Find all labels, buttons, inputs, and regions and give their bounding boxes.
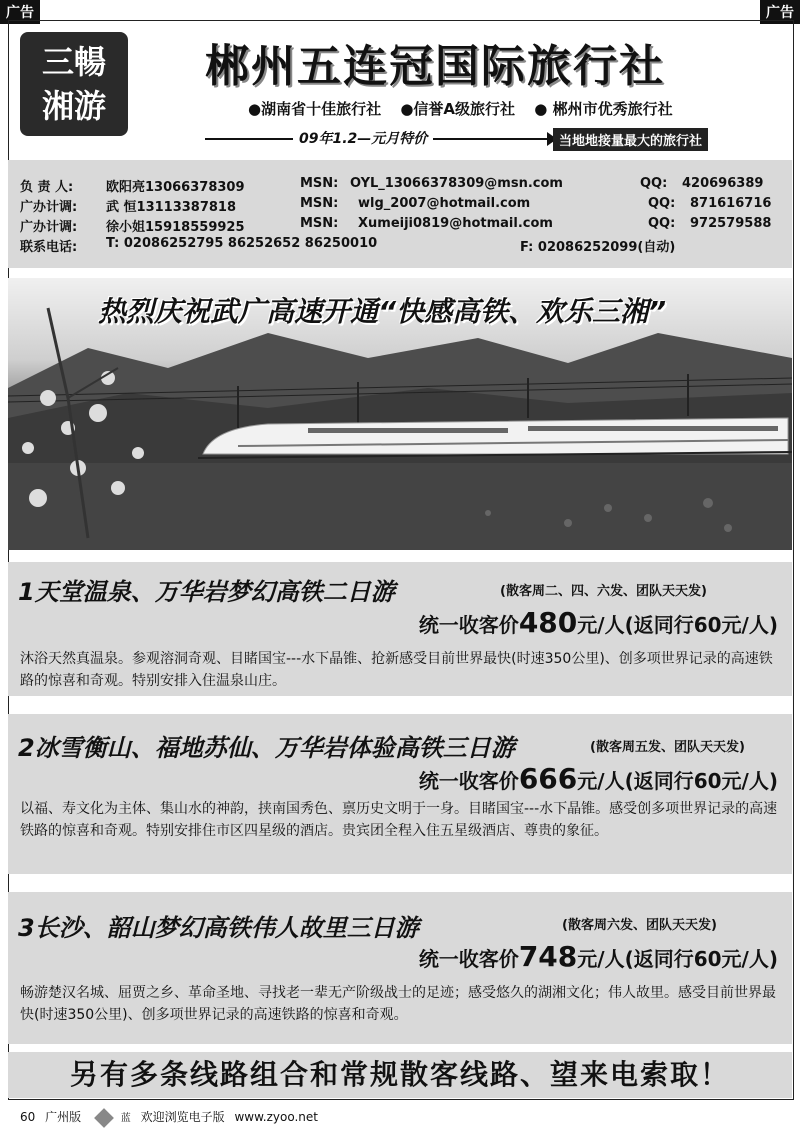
- route-description: 畅游楚汉名城、屈贾之乡、革命圣地、寻找老一辈无产阶级战士的足迹；感受悠久的湖湘文化；伟人故里。感受目前世界最快(时速350公里)、创多项世界记录的高速铁路的惊喜和奇观。: [20, 985, 776, 1023]
- price-prefix: 统一收客价: [418, 947, 519, 971]
- footer-slogan: 另有多条线路组合和常规散客线路、望来电索取！: [8, 1052, 792, 1098]
- msn-address[interactable]: Xumeiji0819@hotmail.com: [358, 216, 553, 231]
- qq-number: 420696389: [682, 176, 764, 191]
- contact-panel: [8, 160, 792, 268]
- welcome-text: 欢迎浏览电子版: [140, 1110, 225, 1124]
- contact-role: 负 责 人:: [20, 180, 74, 195]
- qq-label: QQ:: [640, 176, 668, 191]
- route-price: [419, 940, 778, 973]
- contact-name: 武 恒13113387818: [106, 200, 237, 215]
- logo-line-2: 湘游: [41, 87, 106, 125]
- price-value: 480: [518, 606, 578, 639]
- page-footer: [20, 1108, 324, 1125]
- route-schedule: (散客周二、四、六发、团队天天发): [500, 584, 707, 599]
- route-card-3: [8, 892, 792, 1044]
- route-schedule: (散客周五发、团队天天发): [590, 740, 745, 755]
- contact-role: 联系电话:: [20, 240, 78, 255]
- price-suffix: 元/人(返同行60元/人): [577, 947, 778, 971]
- price-value: 666: [518, 762, 578, 795]
- price-prefix: 统一收客价: [418, 769, 519, 793]
- honors-list: [248, 98, 687, 119]
- msn-address[interactable]: wlg_2007@hotmail.com: [358, 196, 531, 211]
- route-card-1: [8, 562, 792, 696]
- route-card-2: [8, 714, 792, 874]
- badge-text: 蓝: [120, 1113, 131, 1124]
- ad-tag-left: 广告: [0, 0, 40, 24]
- route-title: 3长沙、韶山梦幻高铁伟人故里三日游: [18, 914, 419, 942]
- route-price: [419, 606, 778, 639]
- honor-item: ●湖南省十佳旅行社: [248, 100, 382, 118]
- agency-name: 郴州五连冠国际旅行社: [205, 41, 665, 92]
- badge-icon: [94, 1108, 114, 1128]
- fax-number: F: 02086252099(自动): [520, 240, 676, 255]
- page-number: 60: [20, 1110, 36, 1124]
- logo: [20, 32, 128, 136]
- msn-label: MSN:: [300, 196, 339, 211]
- logo-line-1: 三暢: [41, 43, 106, 81]
- contact-role: 广办计调:: [20, 220, 78, 235]
- ad-tag-right: 广告: [760, 0, 800, 24]
- contact-name: 欧阳亮13066378309: [106, 180, 245, 195]
- banner-headline: 热烈庆祝武广高速开通“快感高铁、欢乐三湘”: [98, 295, 667, 328]
- price-value: 748: [518, 940, 578, 973]
- price-prefix: 统一收客价: [418, 613, 519, 637]
- largest-agency-badge: 当地地接量最大的旅行社: [553, 128, 708, 151]
- honor-item: ●信誉A级旅行社: [400, 100, 516, 118]
- route-title: 1天堂温泉、万华岩梦幻高铁二日游: [18, 578, 395, 606]
- msn-label: MSN:: [300, 176, 339, 191]
- honor-item: ● 郴州市优秀旅行社: [534, 100, 673, 118]
- msn-address[interactable]: OYL_13066378309@msn.com: [350, 176, 563, 191]
- contact-role: 广办计调:: [20, 200, 78, 215]
- route-description: 沐浴天然真温泉。参观溶洞奇观、目睹国宝---水下晶锥、抢新感受目前世界最快(时速350公里)、创多项世界记录的高速铁路的惊喜和奇观。特别安排入住温泉山庄。: [20, 651, 773, 689]
- special-offer-label: 09年1.2—元月特价: [293, 128, 433, 148]
- route-title: 2冰雪衡山、福地苏仙、万华岩体验高铁三日游: [18, 734, 515, 762]
- route-description: 以福、寿文化为主体、集山水的神韵，挟南国秀色、禀历史文明于一身。目睹国宝---水下晶锥。感受创多项世界记录的高速铁路的惊喜和奇观。特别安排住市区四星级的酒店。贵宾团全程入住五星级酒店、尊贵的象征。: [20, 801, 778, 839]
- banner-photo: [8, 278, 792, 550]
- phone-numbers: T: 02086252795 86252652 86250010: [106, 236, 378, 251]
- qq-number: 972579588: [690, 216, 772, 231]
- edition-label: 广州版: [45, 1110, 82, 1124]
- price-suffix: 元/人(返同行60元/人): [577, 613, 778, 637]
- qq-label: QQ:: [648, 196, 676, 211]
- site-link[interactable]: www.zyoo.net: [234, 1110, 318, 1124]
- price-suffix: 元/人(返同行60元/人): [577, 769, 778, 793]
- msn-label: MSN:: [300, 216, 339, 231]
- qq-number: 871616716: [690, 196, 772, 211]
- route-schedule: (散客周六发、团队天天发): [562, 918, 717, 933]
- route-price: [419, 762, 778, 795]
- contact-name: 徐小姐15918559925: [106, 220, 245, 235]
- qq-label: QQ:: [648, 216, 676, 231]
